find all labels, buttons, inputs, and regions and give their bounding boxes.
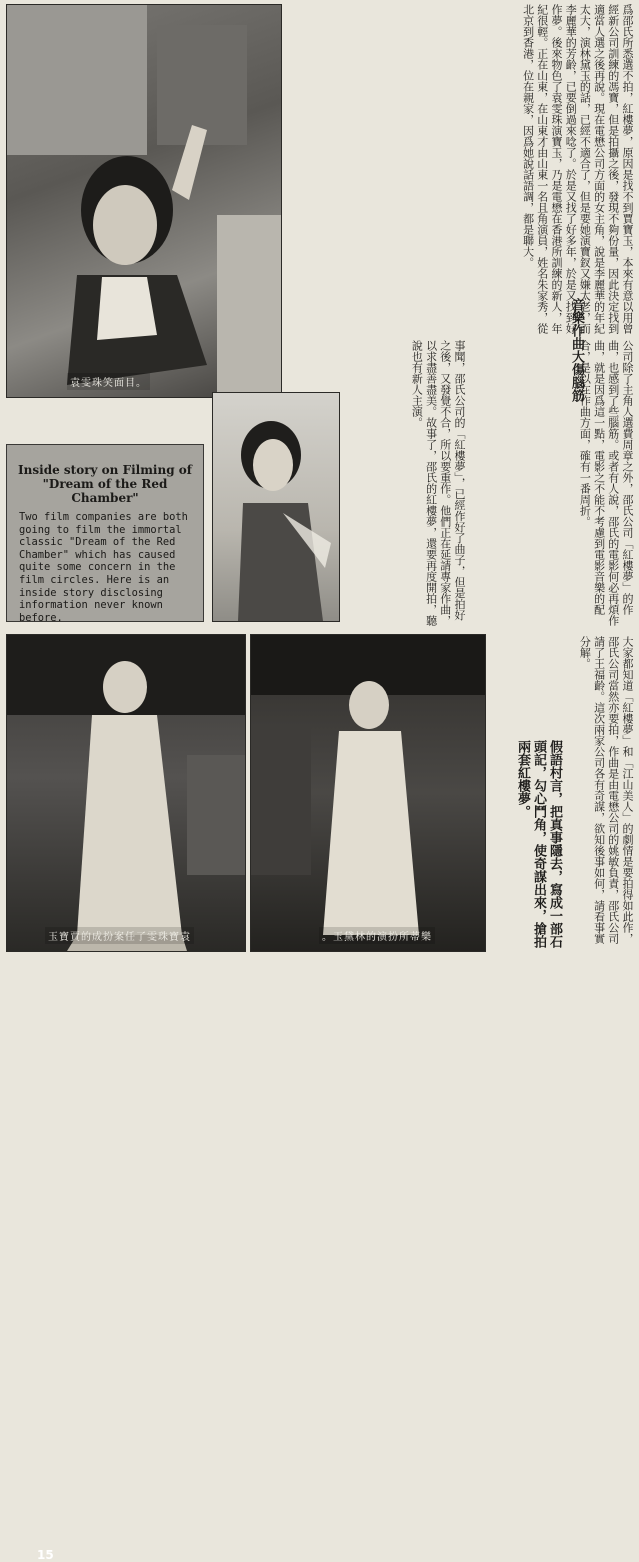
photo-costume-left bbox=[6, 634, 246, 1562]
costume-right-illustration bbox=[251, 635, 485, 951]
portrait-figure-illustration bbox=[7, 5, 281, 397]
caption-costume-right: 。玉黛林的演扮所蒂樂 bbox=[319, 927, 435, 944]
article-text-mid-right: 公司除了主角人選費周章之外，邵氏公司「紅樓夢」的作曲，也感到了些腦筋。或者有人說，邵氏的電影何必再煩作曲，就是因爲這一點，電影之不能不考慮到電影音樂的配合，是以在作曲方面，確有一番周折。 bbox=[578, 340, 634, 626]
page-number: 15 bbox=[37, 1548, 54, 1562]
fan-figure-illustration bbox=[213, 393, 339, 621]
article-text-mid-left: 事聞，邵氏公司的「紅樓夢」，已經作好了曲子，但是拍好之後，又發覺不合，所以要重作。他們正在延請專家作曲，以求盡善盡美。故事了，邵氏的紅樓夢，還要再度開拍，聽說也有新人主演。 bbox=[410, 340, 466, 626]
inset-title: Inside story on Filming of "Dream of the Red Chamber" bbox=[18, 463, 192, 505]
inset-body: Two film companies are both going to film the immortal classic "Dream of the Red Chamber" which has caused quite some concern in the film circles. Here is an inside story disclosing information never known before. bbox=[19, 511, 188, 624]
caption-portrait: 袁雯珠笑面目。 bbox=[67, 373, 150, 390]
photo-actress-fan bbox=[212, 392, 340, 622]
costume-left-illustration bbox=[7, 635, 245, 951]
photo-costume-right bbox=[250, 634, 486, 952]
english-inset-box bbox=[6, 444, 204, 622]
article-text-top-right: 爲邵氏所悉選不拍，紅樓夢，原因是找不到賈寶玉，本來有意以用曾經新公司訓練的馮寶，但是拍攝之後，發現不夠份量，因此決定找到適當人選之後再說。現在電懋公司方面的女主角，說是李麗華的年紀太大，演林黛玉的話，已經不適合了，但是要她演寶釵又嫌太老，而李麗華的芳齡，已要倒過來唸了。於是又找了好多年，於是又找到好作夢。後來物色了袁雯珠演寶玉，乃是電懋在香港所訓練的新人，年紀很輕。正在山東，在山東才由山東一名且角演員，姓名朱家秀，從北京到香港，位在親家，因爲她說話語調，都是聯大。 bbox=[521, 4, 634, 334]
caption-costume-left: 玉寶賈的成扮案任了雯珠寶袁 bbox=[45, 927, 194, 944]
section-heading-fake-words: 假語村言，把真事隱去，寫成一部石頭記，勾心鬥角，使奇謀出來，搶拍兩套紅樓夢。 bbox=[515, 740, 562, 948]
section-heading-music: 音樂作曲大傷腦筋 bbox=[569, 298, 584, 402]
article-text-bottom-right: 大家都知道「紅樓夢」和「江山美人」的劇情是要拍得如此作，邵氏公司當然亦要拍，作曲是由電懋公司的姚敏負責，邵氏公司請了王福齡。這次兩家公司各有奇謀，欲知後事如何，請看事實分解。 bbox=[578, 636, 634, 944]
photo-portrait-window bbox=[6, 4, 282, 398]
